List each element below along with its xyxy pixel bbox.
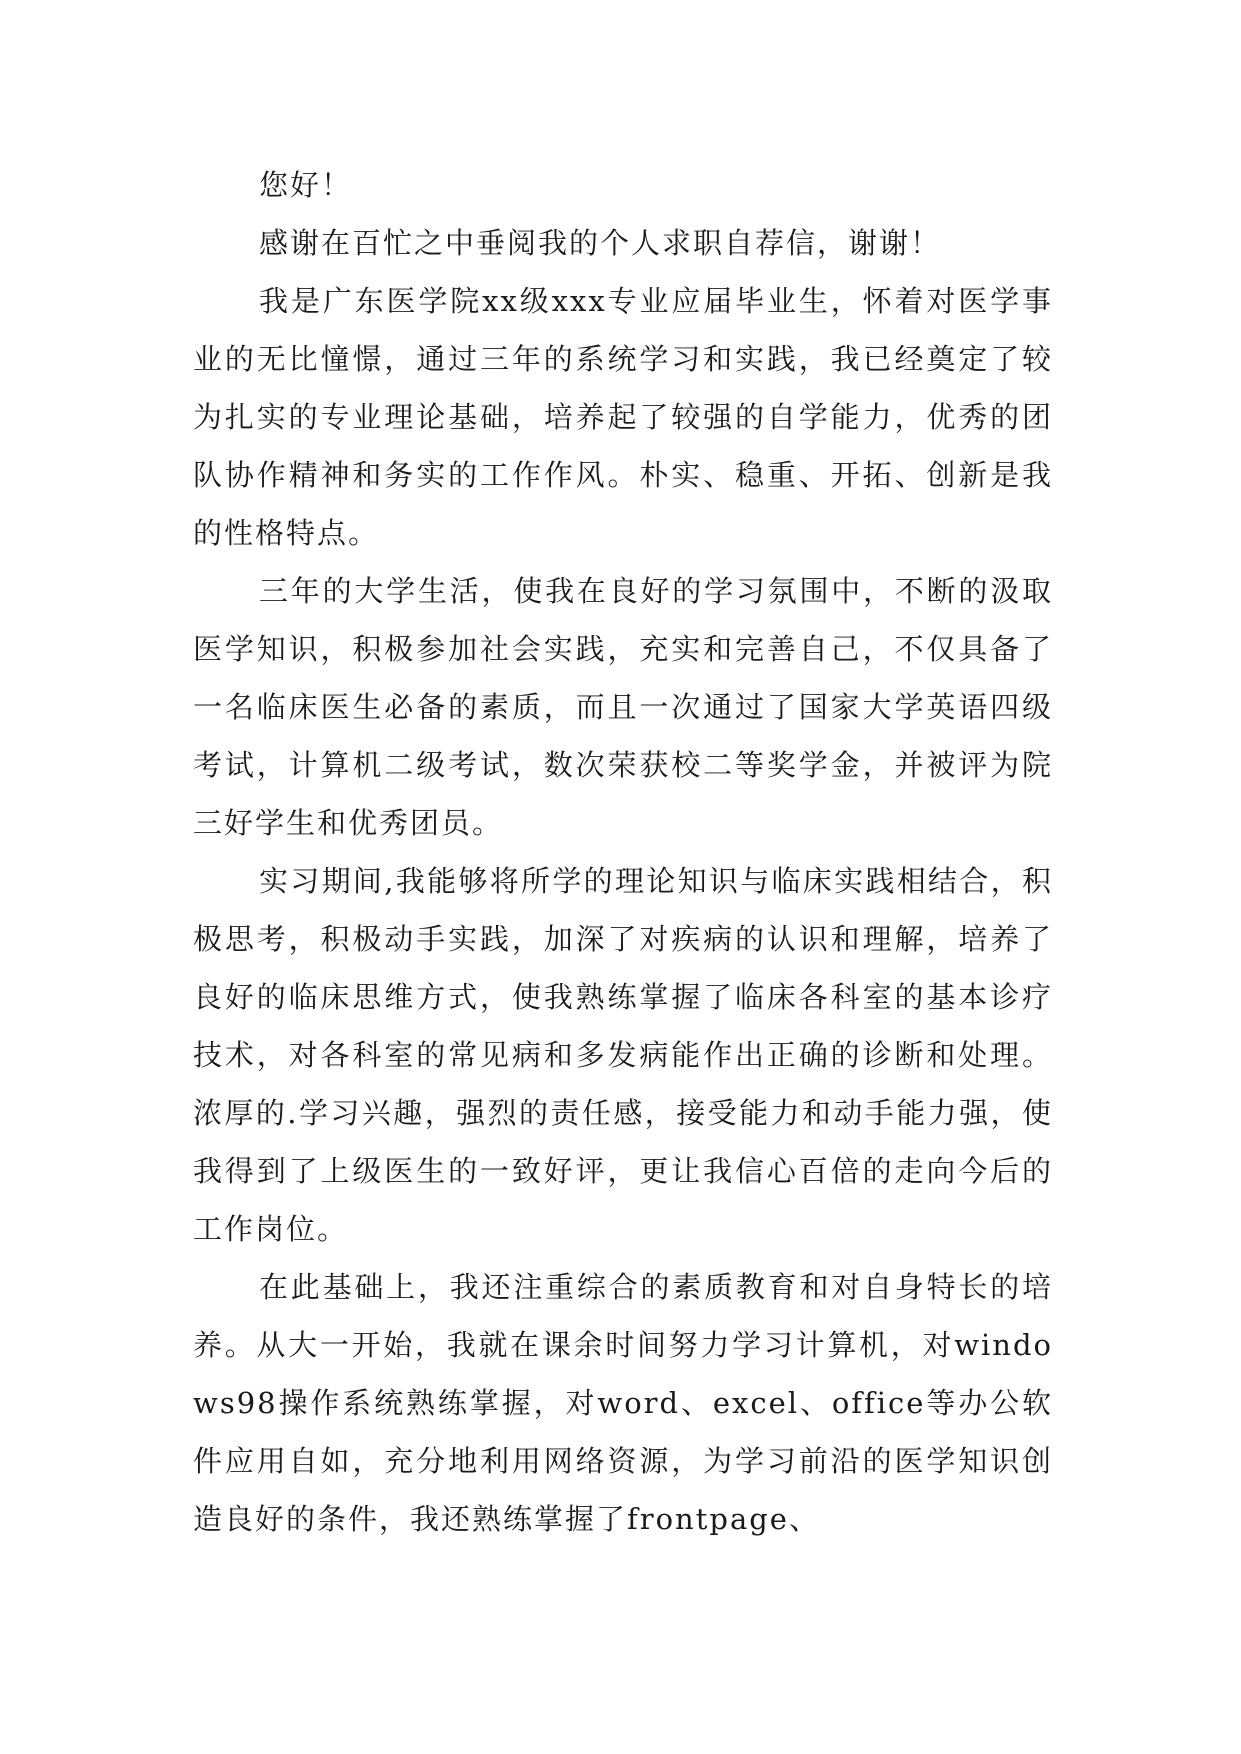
greeting-paragraph: 您好！ [259, 168, 353, 202]
thanks-paragraph: 感谢在百忙之中垂阅我的个人求职自荐信，谢谢！ [259, 226, 942, 260]
internship-paragraph: 实习期间,我能够将所学的理论知识与临床实践相结合，积极思考，积极动手实践，加深了对疾病的认识和理解，培养了良好的临床思维方式，使我熟练掌握了临床各科室的基本诊疗技术，对各科室的常见病和多发病能作出正确的诊断和处理。浓厚的.学习兴趣，强烈的责任感，接受能力和动手能力强，使我得到了上级医生的一致好评，更让我信心百倍的走向今后的工作岗位。 [193, 864, 1053, 1246]
introduction-paragraph: 我是广东医学院xx级xxx专业应届毕业生，怀着对医学事业的无比憧憬，通过三年的系统学习和实践，我已经奠定了较为扎实的专业理论基础，培养起了较强的自学能力，优秀的团队协作精神和务实的工作作风。朴实、稳重、开拓、创新是我的性格特点。 [193, 284, 1053, 550]
university-life-paragraph: 三年的大学生活，使我在良好的学习氛围中，不断的汲取医学知识，积极参加社会实践，充实和完善自己，不仅具备了一名临床医生必备的素质，而且一次通过了国家大学英语四级考试，计算机二级考试，数次荣获校二等奖学金，并被评为院三好学生和优秀团员。 [193, 574, 1053, 840]
skills-paragraph: 在此基础上，我还注重综合的素质教育和对自身特长的培养。从大一开始，我就在课余时间努力学习计算机，对windows98操作系统熟练掌握，对word、excel、office等办公软件应用自如，充分地利用网络资源，为学习前沿的医学知识创造良好的条件，我还熟练掌握了frontpage、 [193, 1270, 1053, 1536]
letter-body [193, 156, 1053, 1548]
